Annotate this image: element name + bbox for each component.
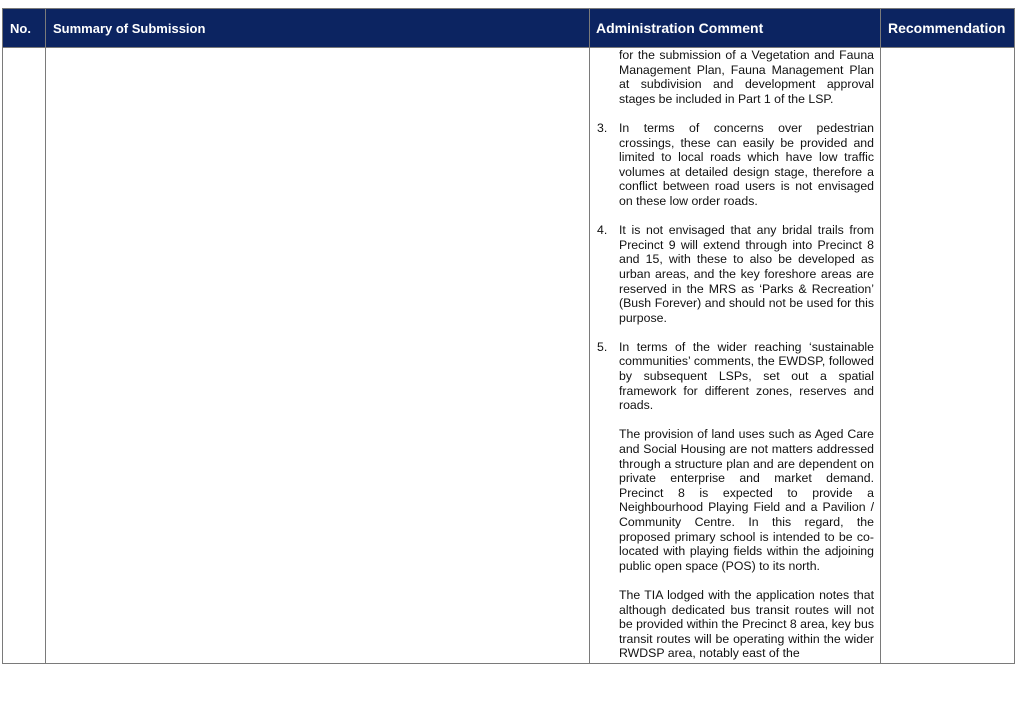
item-number: 4. [597,223,608,238]
header-recommendation: Recommendation [881,9,1014,48]
item-text: In terms of the wider reaching ‘sustainable communities’ comments, the EWDSP, followed by subsequent LSPs, set out a spatial framework for different zones, reserves and roads. [619,339,874,413]
item-text: In terms of concerns over pedestrian crossings, these can easily be provided and limited to local roads which have low traffic volumes at detailed design stage, therefore a conflict between road users is not envisaged on these low order roads. [619,120,874,208]
item-text: It is not envisaged that any bridal trails from Precinct 9 will extend through into Precinct 8 and 15, with these to also be developed as urban areas, and the key foreshore areas are reserved in the MRS as ‘Parks & Recreation’ (Bush Forever) and should not be used for this purpose. [619,223,874,325]
item-number: 5. [597,339,608,354]
cell-no [3,48,46,663]
numbered-item [597,223,874,325]
numbered-item [597,121,874,209]
land-use-paragraph: The provision of land uses such as Aged Care and Social Housing are not matters addressed through a structure plan and are dependent on private enterprise and market demand. Precinct 8 is expected to provide a Neighbourhood Playing Field and a Pavilion / Community Centre. In this regard, the proposed primary school is intended to be co-located with playing fields within the adjoining public open space (POS) to its north. [619,427,874,573]
cell-recommendation [881,48,1014,663]
continuation-paragraph: for the submission of a Vegetation and Fauna Management Plan, Fauna Management Plan at subdivision and development approval stages be included in Part 1 of the LSP. [619,48,874,106]
header-no: No. [3,9,46,48]
header-admin-comment: Administration Comment [590,9,881,48]
submissions-table [2,8,1015,664]
cell-summary [46,48,590,663]
header-summary: Summary of Submission [46,9,590,48]
item-number: 3. [597,120,608,135]
transit-paragraph: The TIA lodged with the application notes that although dedicated bus transit routes will not be provided within the Precinct 8 area, key bus transit routes will be operating within the wider RWDSP area, notably east of the [619,587,874,661]
numbered-item [597,340,874,413]
cell-admin-comment [590,48,881,663]
